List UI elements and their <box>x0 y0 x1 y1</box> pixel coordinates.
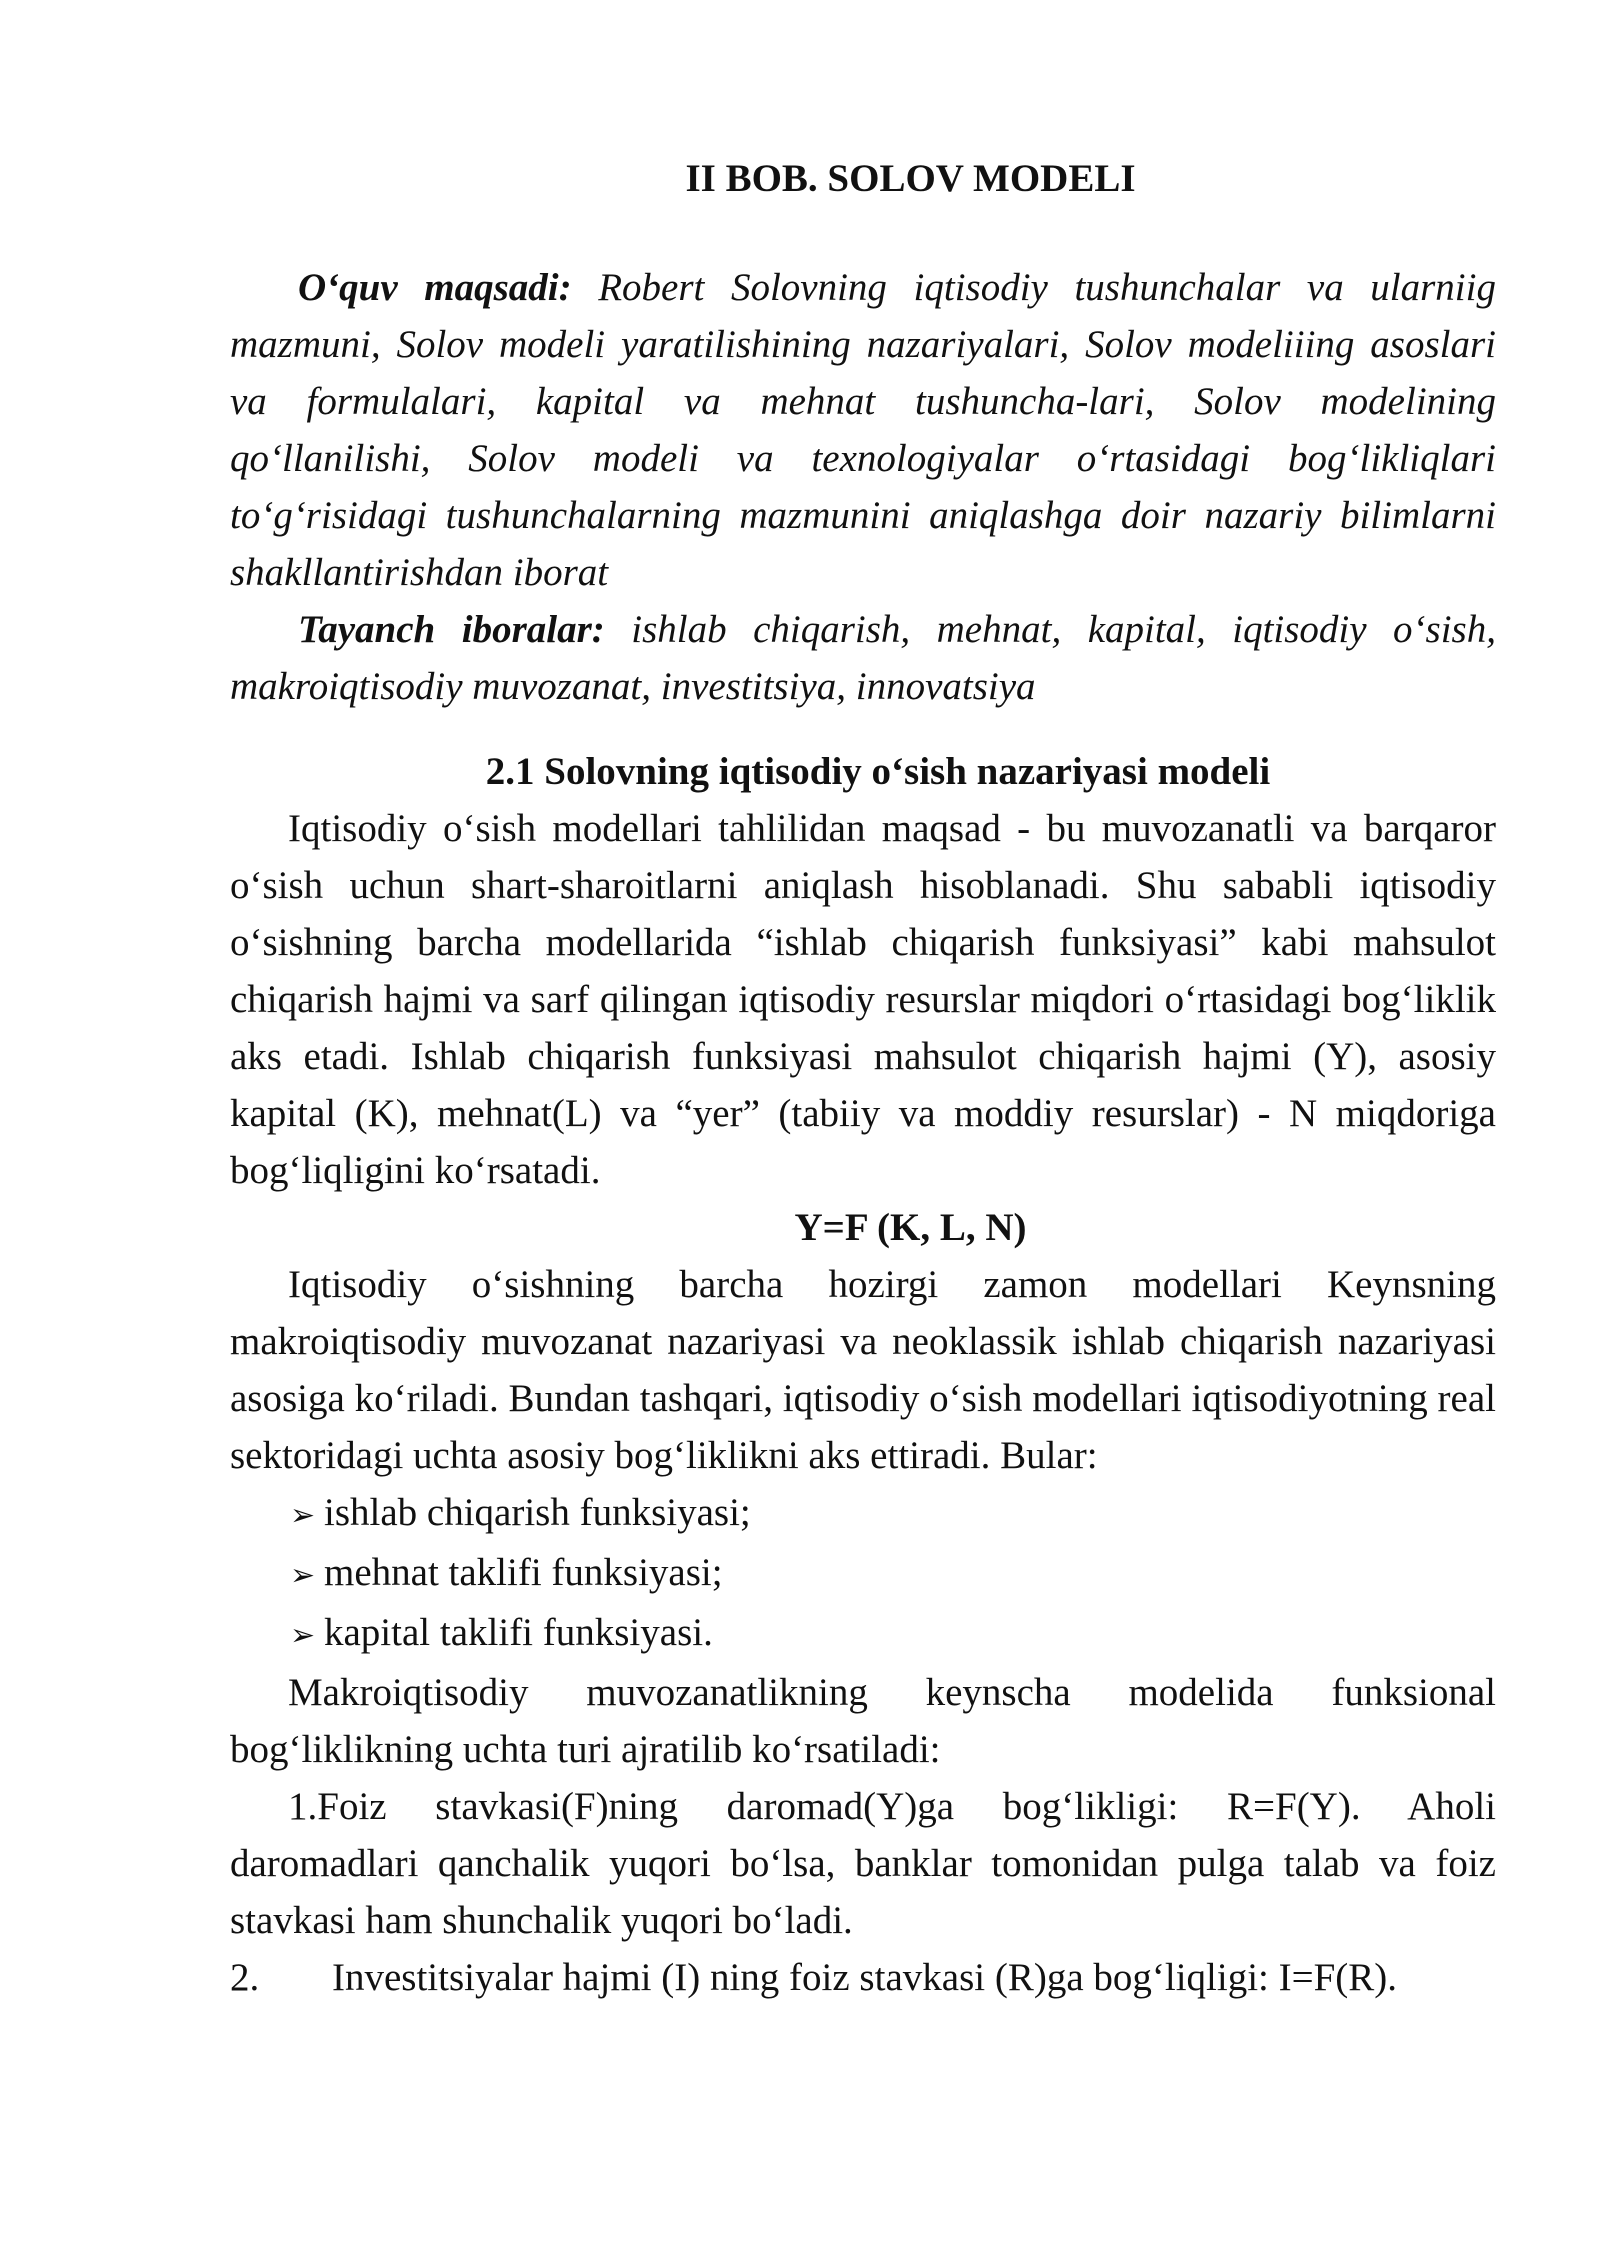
learning-goal-paragraph <box>230 259 1496 601</box>
arrowhead-bullet-icon: ➢ <box>290 1618 316 1653</box>
keywords-text: ishlab chiqarish, mehnat, kapital, iqtisodiy o‘sish, makroiqtisodiy muvozanat, investitsiya, innovatsiya <box>230 608 1496 708</box>
body-paragraph-1: Iqtisodiy o‘sish modellari tahlilidan maqsad - bu muvozanatli va barqaror o‘sish uchun shart-sharoitlarni aniqlash hisoblanadi. Shu sababli iqtisodiy o‘sishning barcha modellarida “ishlab chiqarish funksiyasi” kabi mahsulot chiqarish hajmi va sarf qilingan iqtisodiy resurslar miqdori o‘rtasidagi bog‘liklik aks etadi. Ishlab chiqarish funksiyasi mahsulot chiqarish hajmi (Y), asosiy kapital (K), mehnat(L) va “yer” (tabiiy va moddiy resurslar) - N miqdoriga bog‘liqligini ko‘rsatadi. <box>230 807 1496 1192</box>
item-text: Investitsiyalar hajmi (I) ning foiz stavkasi (R)ga bog‘liqligi: I=F(R). <box>332 1956 1398 1999</box>
document-page <box>230 150 1496 2006</box>
keywords-paragraph <box>230 601 1496 715</box>
chapter-title: II BOB. SOLOV MODELI <box>685 157 1136 200</box>
body-paragraph-3: Makroiqtisodiy muvozanatlikning keynscha modelida funksional bog‘liklikning uchta turi ajratilib ko‘rsatiladi: <box>230 1671 1496 1771</box>
list-item: ➢ ishlab chiqarish funksiyasi; <box>290 1484 1496 1544</box>
learning-goal-text: Robert Solovning iqtisodiy tushunchalar va ularniig mazmuni, Solov modeli yaratilishining nazariyalari, Solov modeliiing asoslari va formulalari, kapital va mehnat tushuncha-lari, Solov modelining qo‘llanilishi, Solov modeli va texnologiyalar o‘rtasidagi bog‘likliqlari to‘g‘risidagi tushunchalarning mazmunini aniqlashga doir nazariy bilimlarni shakllantirishdan iborat <box>230 266 1496 594</box>
keywords-label: Tayanch iboralar: <box>298 608 605 651</box>
numbered-item-1: 1.Foiz stavkasi(F)ning daromad(Y)ga bog‘likligi: R=F(Y). Aholi daromadlari qanchalik yuqori bo‘lsa, banklar tomonidan pulga talab va foiz stavkasi ham shunchalik yuqori bo‘ladi. <box>230 1785 1496 1942</box>
relationship-list <box>230 1484 1496 1664</box>
numbered-item-2 <box>230 1949 1496 2006</box>
item-number: 2. <box>230 1956 260 1999</box>
production-function-formula: Y=F (K, L, N) <box>794 1206 1027 1249</box>
learning-goal-label: O‘quv maqsadi: <box>298 266 572 309</box>
arrowhead-bullet-icon: ➢ <box>290 1498 316 1533</box>
arrowhead-bullet-icon: ➢ <box>290 1558 316 1593</box>
list-item: ➢ kapital taklifi funksiyasi. <box>290 1604 1496 1664</box>
body-paragraph-2: Iqtisodiy o‘sishning barcha hozirgi zamon modellari Keynsning makroiqtisodiy muvozanat nazariyasi va neoklassik ishlab chiqarish nazariyasi asosiga ko‘riladi. Bundan tashqari, iqtisodiy o‘sish modellari iqtisodiyotning real sektoridagi uchta asosiy bog‘liklikni aks ettiradi. Bular: <box>230 1263 1496 1477</box>
list-item: ➢ mehnat taklifi funksiyasi; <box>290 1544 1496 1604</box>
section-title: 2.1 Solovning iqtisodiy o‘sish nazariyasi modeli <box>485 750 1271 793</box>
